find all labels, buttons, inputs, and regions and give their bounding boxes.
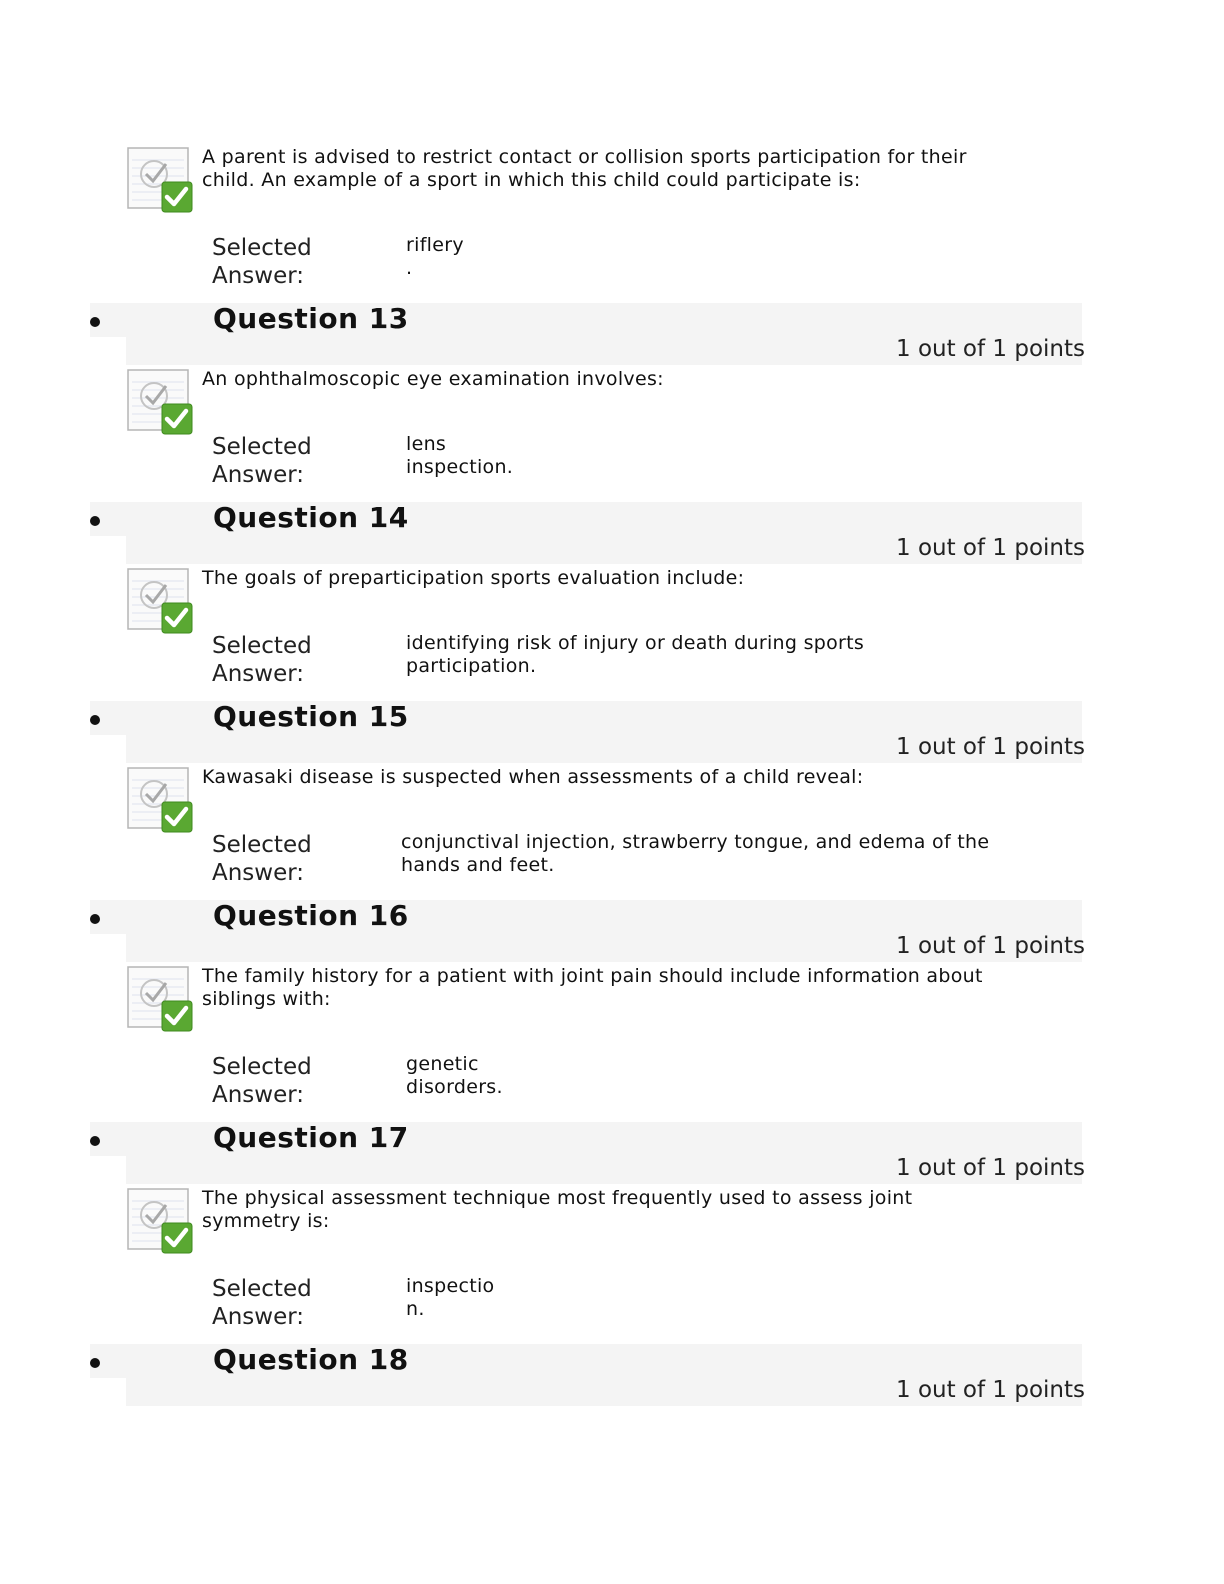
selected-answer [406, 632, 864, 678]
selected-answer-line: . [406, 257, 413, 279]
question-header [0, 1122, 1224, 1184]
question-points: 1 out of 1 points [896, 336, 1085, 362]
selected-answer [406, 234, 464, 280]
selected-answer [406, 1053, 503, 1099]
question-title: Question 14 [213, 501, 409, 534]
bullet-dot [90, 1136, 100, 1146]
selected-answer [406, 433, 513, 479]
correct-check-icon [126, 567, 194, 635]
selected-answer-line: hands and feet. [401, 854, 555, 876]
question-title: Question 17 [213, 1121, 409, 1154]
question-header [0, 900, 1224, 962]
question-title: Question 16 [213, 899, 409, 932]
selected-answer [401, 831, 989, 877]
correct-check-icon [126, 1187, 194, 1255]
question-text: A parent is advised to restrict contact or collision sports participation for their child. An example of a sport in which this child could participate is: [202, 146, 967, 191]
question-points: 1 out of 1 points [896, 535, 1085, 561]
question-text: The family history for a patient with joint pain should include information about siblings with: [202, 965, 983, 1010]
question-header [0, 502, 1224, 564]
selected-answer-label: Selected Answer: [212, 1054, 312, 1108]
selected-answer-line: n. [406, 1298, 425, 1320]
question-text: An ophthalmoscopic eye examination involves: [202, 368, 664, 390]
question-text: The physical assessment technique most frequently used to assess joint symmetry is: [202, 1187, 913, 1232]
selected-answer-label: Selected Answer: [212, 1276, 312, 1330]
correct-check-icon [126, 146, 194, 214]
selected-answer-line: inspection. [406, 456, 514, 478]
selected-answer-line: riflery [406, 234, 464, 256]
bullet-dot [90, 1358, 100, 1368]
question-title: Question 15 [213, 700, 409, 733]
selected-answer-line: lens [406, 433, 447, 455]
question-text: Kawasaki disease is suspected when assessments of a child reveal: [202, 766, 864, 788]
selected-answer-label: Selected Answer: [212, 633, 312, 687]
selected-answer-line: conjunctival injection, strawberry tongue, and edema of the [401, 831, 990, 853]
selected-answer-line: inspectio [406, 1275, 495, 1297]
question-points: 1 out of 1 points [896, 734, 1085, 760]
selected-answer-line: participation. [406, 655, 537, 677]
question-title: Question 18 [213, 1343, 409, 1376]
selected-answer-line: genetic [406, 1053, 479, 1075]
question-points: 1 out of 1 points [896, 1377, 1085, 1403]
correct-check-icon [126, 766, 194, 834]
question-header [0, 303, 1224, 365]
question-text: The goals of preparticipation sports evaluation include: [202, 567, 745, 589]
question-title: Question 13 [213, 302, 409, 335]
selected-answer [406, 1275, 494, 1321]
bullet-dot [90, 715, 100, 725]
selected-answer-line: identifying risk of injury or death during sports [406, 632, 865, 654]
question-points: 1 out of 1 points [896, 1155, 1085, 1181]
selected-answer-label: Selected Answer: [212, 434, 312, 488]
bullet-dot [90, 516, 100, 526]
question-header [0, 1344, 1224, 1406]
question-header [0, 701, 1224, 763]
bullet-dot [90, 914, 100, 924]
correct-check-icon [126, 368, 194, 436]
selected-answer-line: disorders. [406, 1076, 503, 1098]
selected-answer-label: Selected Answer: [212, 832, 312, 886]
correct-check-icon [126, 965, 194, 1033]
question-points: 1 out of 1 points [896, 933, 1085, 959]
selected-answer-label: Selected Answer: [212, 235, 312, 289]
bullet-dot [90, 317, 100, 327]
